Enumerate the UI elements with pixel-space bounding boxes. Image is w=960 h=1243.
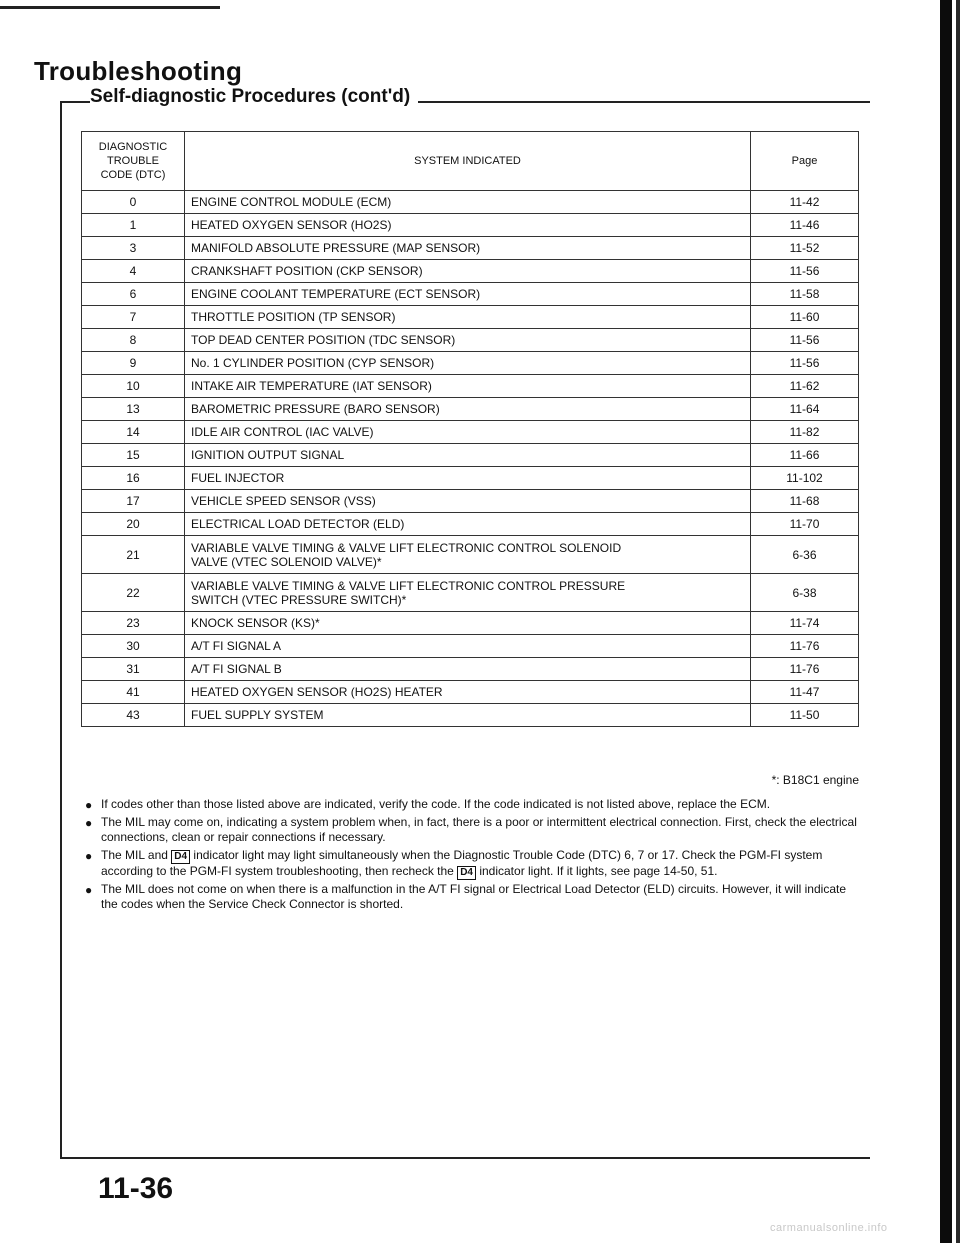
page-ref-cell: 11-70 bbox=[751, 513, 859, 536]
table-row bbox=[82, 237, 859, 260]
dtc-code-cell: 30 bbox=[82, 635, 185, 658]
section-title: Self-diagnostic Procedures (cont'd) bbox=[90, 86, 418, 108]
page-ref-cell: 11-82 bbox=[751, 421, 859, 444]
note-item bbox=[85, 882, 865, 913]
system-line: VARIABLE VALVE TIMING & VALVE LIFT ELECTRONIC CONTROL PRESSURE bbox=[191, 578, 626, 593]
scan-edge-bar bbox=[940, 0, 952, 1243]
note-text: indicator light. If it lights, see page 14-50, 51. bbox=[479, 863, 718, 878]
page-ref-cell: 11-52 bbox=[751, 237, 859, 260]
dtc-code-cell: 9 bbox=[82, 352, 185, 375]
system-cell bbox=[185, 536, 751, 574]
table-row bbox=[82, 283, 859, 306]
note-text: The MIL may come on, indicating a system problem when, in fact, there is a poor or intermittent electrical connection. First, check the electrical connections, clean or repair connections if necessary. bbox=[101, 814, 857, 844]
note-item bbox=[85, 815, 865, 846]
page-ref-cell: 6-38 bbox=[751, 574, 859, 612]
dtc-code-cell: 3 bbox=[82, 237, 185, 260]
note-item bbox=[85, 848, 865, 880]
d4-indicator-icon: D4 bbox=[457, 866, 476, 880]
page-number: 11-36 bbox=[98, 1172, 174, 1205]
system-cell: TOP DEAD CENTER POSITION (TDC SENSOR) bbox=[185, 329, 751, 352]
system-cell bbox=[185, 574, 751, 612]
dtc-code-cell: 21 bbox=[82, 536, 185, 574]
engine-footnote: *: B18C1 engine bbox=[771, 773, 859, 787]
table-row bbox=[82, 214, 859, 237]
table-row bbox=[82, 681, 859, 704]
system-cell: INTAKE AIR TEMPERATURE (IAT SENSOR) bbox=[185, 375, 751, 398]
dtc-code-cell: 7 bbox=[82, 306, 185, 329]
table-row bbox=[82, 306, 859, 329]
system-cell: ENGINE COOLANT TEMPERATURE (ECT SENSOR) bbox=[185, 283, 751, 306]
page-ref-cell: 11-62 bbox=[751, 375, 859, 398]
frame-left-rule bbox=[60, 101, 62, 1159]
system-cell: MANIFOLD ABSOLUTE PRESSURE (MAP SENSOR) bbox=[185, 237, 751, 260]
system-cell: ENGINE CONTROL MODULE (ECM) bbox=[185, 191, 751, 214]
system-cell: FUEL INJECTOR bbox=[185, 467, 751, 490]
system-line: VALVE (VTEC SOLENOID VALVE)* bbox=[191, 554, 382, 569]
header-code-line: TROUBLE bbox=[107, 155, 159, 167]
section-header bbox=[60, 86, 870, 116]
dtc-code-cell: 14 bbox=[82, 421, 185, 444]
system-cell: FUEL SUPPLY SYSTEM bbox=[185, 704, 751, 727]
table-row bbox=[82, 635, 859, 658]
system-cell: KNOCK SENSOR (KS)* bbox=[185, 612, 751, 635]
scan-edge-strip bbox=[956, 0, 960, 1243]
system-line: SWITCH (VTEC PRESSURE SWITCH)* bbox=[191, 592, 407, 607]
top-rule bbox=[0, 6, 220, 9]
dtc-code-cell: 13 bbox=[82, 398, 185, 421]
page-title: Troubleshooting bbox=[34, 56, 243, 86]
table-row bbox=[82, 490, 859, 513]
page-ref-cell: 11-66 bbox=[751, 444, 859, 467]
page-ref-cell: 6-36 bbox=[751, 536, 859, 574]
header-code-line: CODE (DTC) bbox=[100, 169, 166, 181]
header-system: SYSTEM INDICATED bbox=[185, 132, 751, 191]
note-text: If codes other than those listed above are indicated, verify the code. If the code indicated is not listed above, replace the ECM. bbox=[101, 797, 771, 811]
system-cell: HEATED OXYGEN SENSOR (HO2S) bbox=[185, 214, 751, 237]
table-row bbox=[82, 513, 859, 536]
system-cell: THROTTLE POSITION (TP SENSOR) bbox=[185, 306, 751, 329]
dtc-code-cell: 1 bbox=[82, 214, 185, 237]
dtc-code-cell: 16 bbox=[82, 467, 185, 490]
page-ref-cell: 11-56 bbox=[751, 260, 859, 283]
system-cell: A/T FI SIGNAL A bbox=[185, 635, 751, 658]
system-line: VARIABLE VALVE TIMING & VALVE LIFT ELECTRONIC CONTROL SOLENOID bbox=[191, 540, 622, 555]
system-cell: ELECTRICAL LOAD DETECTOR (ELD) bbox=[185, 513, 751, 536]
bullet-icon: ● bbox=[85, 815, 93, 830]
page-ref-cell: 11-76 bbox=[751, 658, 859, 681]
table-row bbox=[82, 191, 859, 214]
page-ref-cell: 11-46 bbox=[751, 214, 859, 237]
system-cell: VEHICLE SPEED SENSOR (VSS) bbox=[185, 490, 751, 513]
dtc-code-cell: 10 bbox=[82, 375, 185, 398]
table-row bbox=[82, 658, 859, 681]
page-ref-cell: 11-58 bbox=[751, 283, 859, 306]
page-ref-cell: 11-50 bbox=[751, 704, 859, 727]
dtc-code-cell: 22 bbox=[82, 574, 185, 612]
page-ref-cell: 11-68 bbox=[751, 490, 859, 513]
page-ref-cell: 11-56 bbox=[751, 352, 859, 375]
dtc-code-cell: 8 bbox=[82, 329, 185, 352]
table-row bbox=[82, 421, 859, 444]
frame-bottom-rule bbox=[60, 1157, 870, 1159]
system-cell: IGNITION OUTPUT SIGNAL bbox=[185, 444, 751, 467]
bullet-icon: ● bbox=[85, 848, 93, 863]
bullet-icon: ● bbox=[85, 882, 93, 897]
page-ref-cell: 11-102 bbox=[751, 467, 859, 490]
dtc-code-cell: 6 bbox=[82, 283, 185, 306]
table-row bbox=[82, 704, 859, 727]
dtc-code-cell: 31 bbox=[82, 658, 185, 681]
dtc-code-cell: 0 bbox=[82, 191, 185, 214]
dtc-code-cell: 23 bbox=[82, 612, 185, 635]
system-cell: No. 1 CYLINDER POSITION (CYP SENSOR) bbox=[185, 352, 751, 375]
table-row bbox=[82, 444, 859, 467]
table-row bbox=[82, 612, 859, 635]
dtc-table bbox=[81, 131, 859, 727]
table-header-row bbox=[82, 132, 859, 191]
page-ref-cell: 11-47 bbox=[751, 681, 859, 704]
watermark: carmanualsonline.info bbox=[770, 1222, 888, 1234]
system-cell: A/T FI SIGNAL B bbox=[185, 658, 751, 681]
page-ref-cell: 11-60 bbox=[751, 306, 859, 329]
table-body bbox=[82, 191, 859, 727]
header-code bbox=[82, 132, 185, 191]
note-text: indicator light may light simultaneously when the Diagnostic Trouble Code (DTC) 6, 7 or 17. Check the PGM-FI system according to the PGM-FI system troubleshooting, then recheck the bbox=[101, 847, 823, 878]
table-row bbox=[82, 260, 859, 283]
table-row bbox=[82, 375, 859, 398]
table-row bbox=[82, 398, 859, 421]
table-row bbox=[82, 352, 859, 375]
header-page: Page bbox=[751, 132, 859, 191]
table-row bbox=[82, 574, 859, 612]
note-text: The MIL and bbox=[101, 847, 168, 862]
dtc-code-cell: 17 bbox=[82, 490, 185, 513]
system-cell: HEATED OXYGEN SENSOR (HO2S) HEATER bbox=[185, 681, 751, 704]
page-ref-cell: 11-64 bbox=[751, 398, 859, 421]
page-ref-cell: 11-56 bbox=[751, 329, 859, 352]
table-row bbox=[82, 467, 859, 490]
system-cell: BAROMETRIC PRESSURE (BARO SENSOR) bbox=[185, 398, 751, 421]
table-row bbox=[82, 329, 859, 352]
header-code-line: DIAGNOSTIC bbox=[98, 141, 168, 153]
dtc-code-cell: 43 bbox=[82, 704, 185, 727]
dtc-code-cell: 41 bbox=[82, 681, 185, 704]
bullet-icon: ● bbox=[85, 798, 93, 812]
dtc-code-cell: 15 bbox=[82, 444, 185, 467]
page-ref-cell: 11-42 bbox=[751, 191, 859, 214]
note-text: The MIL does not come on when there is a malfunction in the A/T FI signal or Electrical Load Detector (ELD) circuits. However, it will indicate the codes when the Service Check Connector is shorted. bbox=[101, 881, 847, 911]
table-row bbox=[82, 536, 859, 574]
d4-indicator-icon: D4 bbox=[171, 850, 190, 864]
note-item bbox=[85, 797, 865, 813]
dtc-code-cell: 4 bbox=[82, 260, 185, 283]
system-cell: IDLE AIR CONTROL (IAC VALVE) bbox=[185, 421, 751, 444]
system-cell: CRANKSHAFT POSITION (CKP SENSOR) bbox=[185, 260, 751, 283]
dtc-code-cell: 20 bbox=[82, 513, 185, 536]
page-ref-cell: 11-74 bbox=[751, 612, 859, 635]
notes-list bbox=[85, 797, 865, 915]
page-ref-cell: 11-76 bbox=[751, 635, 859, 658]
